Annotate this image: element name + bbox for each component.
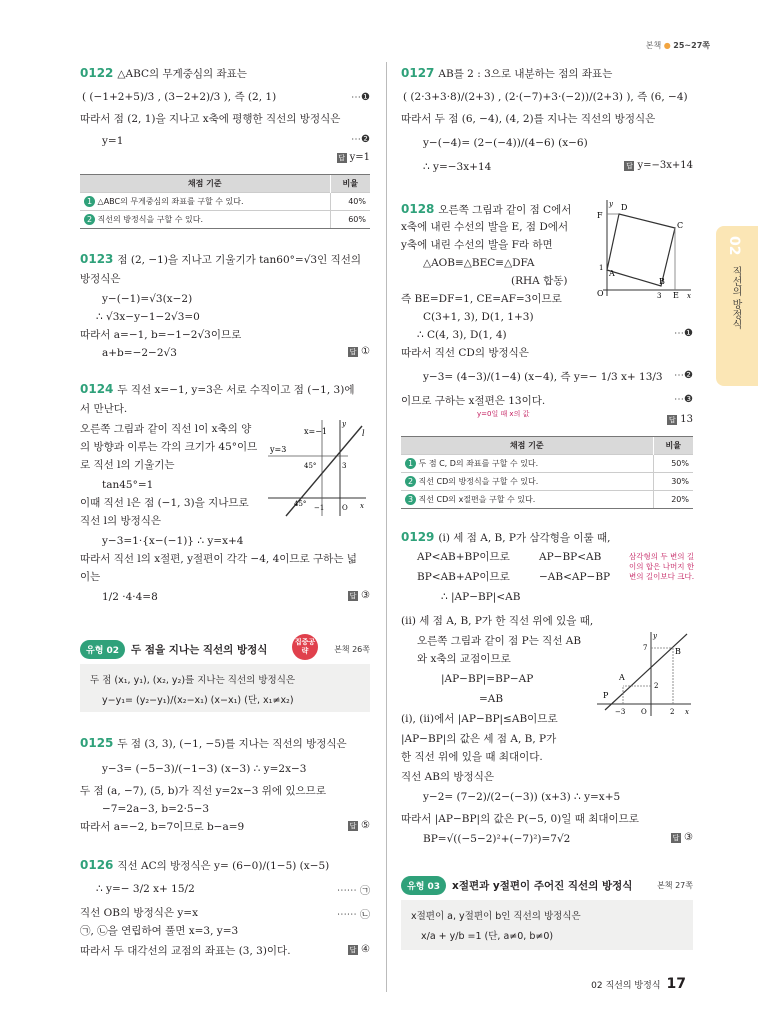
- answer-icon: 답: [668, 415, 676, 424]
- svg-text:F: F: [597, 211, 603, 220]
- formula-box: x절편이 a, y절편이 b인 직선의 방정식은 x/a + y/b =1 (단, a≠0, b≠0): [401, 900, 693, 950]
- svg-text:C: C: [677, 221, 684, 230]
- figure-0128: [595, 198, 693, 298]
- figure-0129: [597, 630, 693, 718]
- svg-text:2: 2: [654, 682, 659, 690]
- svg-text:O: O: [641, 708, 647, 716]
- formula-box: 두 점 (x₁, y₁), (x₂, y₂)를 지나는 직선의 방정식은 y−y₁= (y₂−y₁)/(x₂−x₁) (x−x₁) (단, x₁≠x₂): [80, 664, 370, 712]
- type-tag: 유형 02: [80, 640, 125, 659]
- answer-icon: 답: [349, 347, 357, 356]
- svg-text:O: O: [342, 504, 348, 512]
- svg-text:B: B: [659, 277, 665, 286]
- answer-icon: 답: [626, 161, 633, 170]
- svg-text:45°: 45°: [304, 462, 317, 470]
- left-column: 0122 △ABC의 무게중심의 좌표는 ( (−1+2+5)/3 , (3−2+2)/3 ), 즉 (2, 1) ⋯❶ 따라서 점 (2, 1)을 지나고 x축에 평행한 직선의 방정식은 y=1 ⋯❷ 답 y=1 채점 기준 비율 1 △ABC의 무게중심의 좌표를 구할 수 있다. 40% 2 직선의 방정식을 구할 수 있다. 60% 0123 점 (2, −1)을 지나고 기울기가 tan60°=√3인 직선의 방정식은 y−(−1)=√3(x−2) ∴ √3x−y−1−2√3=0 따라서 a=−1, b=−1−2√3이므로 a+b=−2−2√3 답 ① 0124 두 직선 x=−1, y=3은 서로 수직이고 점 (−1, 3)에 서 만난다. 오른쪽 그림과 같이 직선 l이 x축의 양 의 방향과 이루는 각의 크기가 45°이므 로 직선 l의 기울기는 tan45°=1 이때 직선 l은 점 (−1, 3)을 지나므로 직선 l의 방정식은 y−3=1·{x−(−1)} ∴ y=x+4 따라서 직선 l의 x절편, y절편이 각각 −4, 4이므로 구하는 넓 이는 1/2 ·4·4=8 답 ③ x=−1 y=3 45° 45° l 3 −1 O x y 유형 02 두 점을 지나는 직선의 방정식 본책 26쪽 집중공략 두 점 (x₁, y₁), (x₂, y₂)를 지나는 직선의 방정식은 y−y₁= (y₂−y₁)/(x₂−x₁) (x−x₁) (단, x₁≠x₂) 0125 두 점 (3, 3), (−1, −5)를 지나는 직선의 방정식은 y−3= (−5−3)/(−1−3) (x−3) ∴ y=2x−3 두 점 (a, −7), (5, b)가 직선 y=2x−3 위에 있으므로 −7=2a−3, b=2·5−3 따라서 a=−2, b=7이므로 b−a=9 답 ⑤ 0126 직선 AC의 방정식은 y= (6−0)/(1−5) (x−5) ∴ y=− 3/2 x+ 15/2 ⋯⋯ ㉠ 직선 OB의 방정식은 y=x ⋯⋯ ㉡ ㉠, ㉡을 연립하여 풀면 x=3, y=3 따라서 두 대각선의 교점의 좌표는 (3, 3)이다. 답 ④: [80, 66, 370, 957]
- chapter-number: 02: [726, 236, 742, 256]
- svg-text:y: y: [342, 420, 346, 428]
- svg-text:O: O: [597, 289, 604, 298]
- svg-text:7: 7: [643, 644, 648, 652]
- svg-text:x=−1: x=−1: [304, 427, 328, 436]
- grading-table-0128: 채점 기준 비율 1 두 점 C, D의 좌표를 구할 수 있다. 50% 2 직선 CD의 방정식을 구할 수 있다. 30% 3 직선 CD의 x절편을 구할 수 있다. 20%: [401, 436, 693, 509]
- type-tag: 유형 03: [401, 876, 446, 895]
- page-footer: [591, 976, 686, 992]
- svg-text:E: E: [673, 291, 679, 298]
- grading-table-0122: 채점 기준 비율 1 △ABC의 무게중심의 좌표를 구할 수 있다. 40% 2 직선의 방정식을 구할 수 있다. 60%: [80, 174, 370, 229]
- svg-text:−1: −1: [314, 504, 325, 512]
- answer-icon: 답: [349, 821, 357, 830]
- svg-text:x: x: [687, 292, 691, 298]
- type-reference: 본책 27쪽: [657, 880, 693, 890]
- svg-text:3: 3: [657, 292, 662, 298]
- svg-text:A: A: [619, 673, 625, 682]
- column-divider: [386, 62, 387, 992]
- svg-text:D: D: [621, 203, 628, 212]
- chapter-name: 직선의 방정식: [730, 266, 741, 330]
- svg-text:2: 2: [670, 708, 675, 716]
- svg-text:−3: −3: [615, 708, 626, 716]
- side-note: 삼각형의 두 변의 길이의 합은 나머지 한 변의 길이보다 크다.: [629, 552, 695, 581]
- svg-text:y: y: [609, 200, 613, 208]
- svg-text:P: P: [603, 691, 609, 700]
- svg-text:A: A: [609, 269, 615, 278]
- svg-text:1: 1: [599, 264, 604, 272]
- answer-icon: 답: [672, 833, 680, 842]
- svg-text:45°: 45°: [294, 500, 307, 508]
- answer-icon: 답: [349, 945, 357, 954]
- figure-0124: [268, 418, 368, 518]
- footer-chapter: 02 직선의 방정식: [591, 981, 661, 991]
- svg-text:x: x: [360, 502, 364, 510]
- annotation-note: y=0일 때 x의 값: [477, 410, 530, 418]
- svg-text:B: B: [675, 647, 681, 656]
- answer-icon: 답: [349, 591, 357, 600]
- page-reference: 본책 ● 25~27쪽: [645, 41, 710, 50]
- page-number: 17: [666, 976, 686, 992]
- svg-text:y: y: [653, 632, 657, 640]
- svg-text:x: x: [685, 708, 689, 716]
- type-reference: 본책 26쪽: [334, 644, 370, 654]
- svg-text:3: 3: [342, 462, 347, 470]
- svg-text:y=3: y=3: [270, 445, 287, 454]
- answer-icon: 답: [338, 153, 345, 162]
- svg-text:l: l: [362, 429, 365, 438]
- type-title: x절편과 y절편이 주어진 직선의 방정식: [452, 879, 633, 892]
- type-title: 두 점을 지나는 직선의 방정식: [131, 643, 268, 656]
- focus-badge: 집중공략: [292, 634, 318, 660]
- chapter-side-tab[interactable]: [716, 226, 758, 386]
- right-column: 0127 AB를 2 : 3으로 내분하는 점의 좌표는 ( (2·3+3·8)/(2+3) , (2·(−7)+3·(−2))/(2+3) ), 즉 (6, −4) 따라서 두 점 (6, −4), (4, 2)를 지나는 직선의 방정식은 y−(−4)= (2−(−4))/(4−6) (x−6) ∴ y=−3x+14 답 y=−3x+14 0128 오른쪽 그림과 같이 점 C에서 x축에 내린 수선의 발을 E, 점 D에서 y축에 내린 수선의 발을 F라 하면 △AOB≡△BEC≡△DFA (RHA 합동) 즉 BE=DF=1, CE=AF=3이므로 C(3+1, 3), D(1, 1+3) ∴ C(4, 3), D(1, 4) ⋯❶ 따라서 직선 CD의 방정식은 y−3= (4−3)/(1−4) (x−4), 즉 y=− 1/3 x+ 13/3 ⋯❷ 이므로 구하는 x절편은 13이다. ⋯❸ y=0일 때 x의 값 답 13 F D C A B O E 1 3 x y 채점 기준 비율 1 두 점 C, D의 좌표를 구할 수 있다. 50% 2 직선 CD의 방정식을 구할 수 있다. 30% 3 직선 CD의 x절편을 구할 수 있다. 20% 0129 (i) 세 점 A, B, P가 삼각형을 이룰 때, AP<AB+BP이므로 AP−BP<AB BP<AB+AP이므로 −AB<AP−BP ∴ |AP−BP|<AB 삼각형의 두 변의 길이의 합은 나머지 한 변의 길이보다 크다. (ii) 세 점 A, B, P가 한 직선 위에 있을 때, 오른쪽 그림과 같이 점 P는 직선 AB 와 x축의 교점이므로 |AP−BP|=BP−AP =AB (i), (ii)에서 |AP−BP|≤AB이므로 |AP−BP|의 값은 세 점 A, B, P가 한 직선 위에 있을 때 최대이다. 직선 AB의 방정식은 y−2= (7−2)/(2−(−3)) (x+3) ∴ y=x+5 따라서 |AP−BP|의 값은 P(−5, 0)일 때 최대이므로 BP=√((−5−2)²+(−7)²)=7√2 답 ③ B A P O 7 2 −3 2 x y 유형 03 x절편과 y절편이 주어진 직선의 방정식 본책 27쪽 x절편이 a, y절편이 b인 직선의 방정식은 x/a + y/b =1 (단, a≠0, b≠0): [401, 64, 693, 1004]
